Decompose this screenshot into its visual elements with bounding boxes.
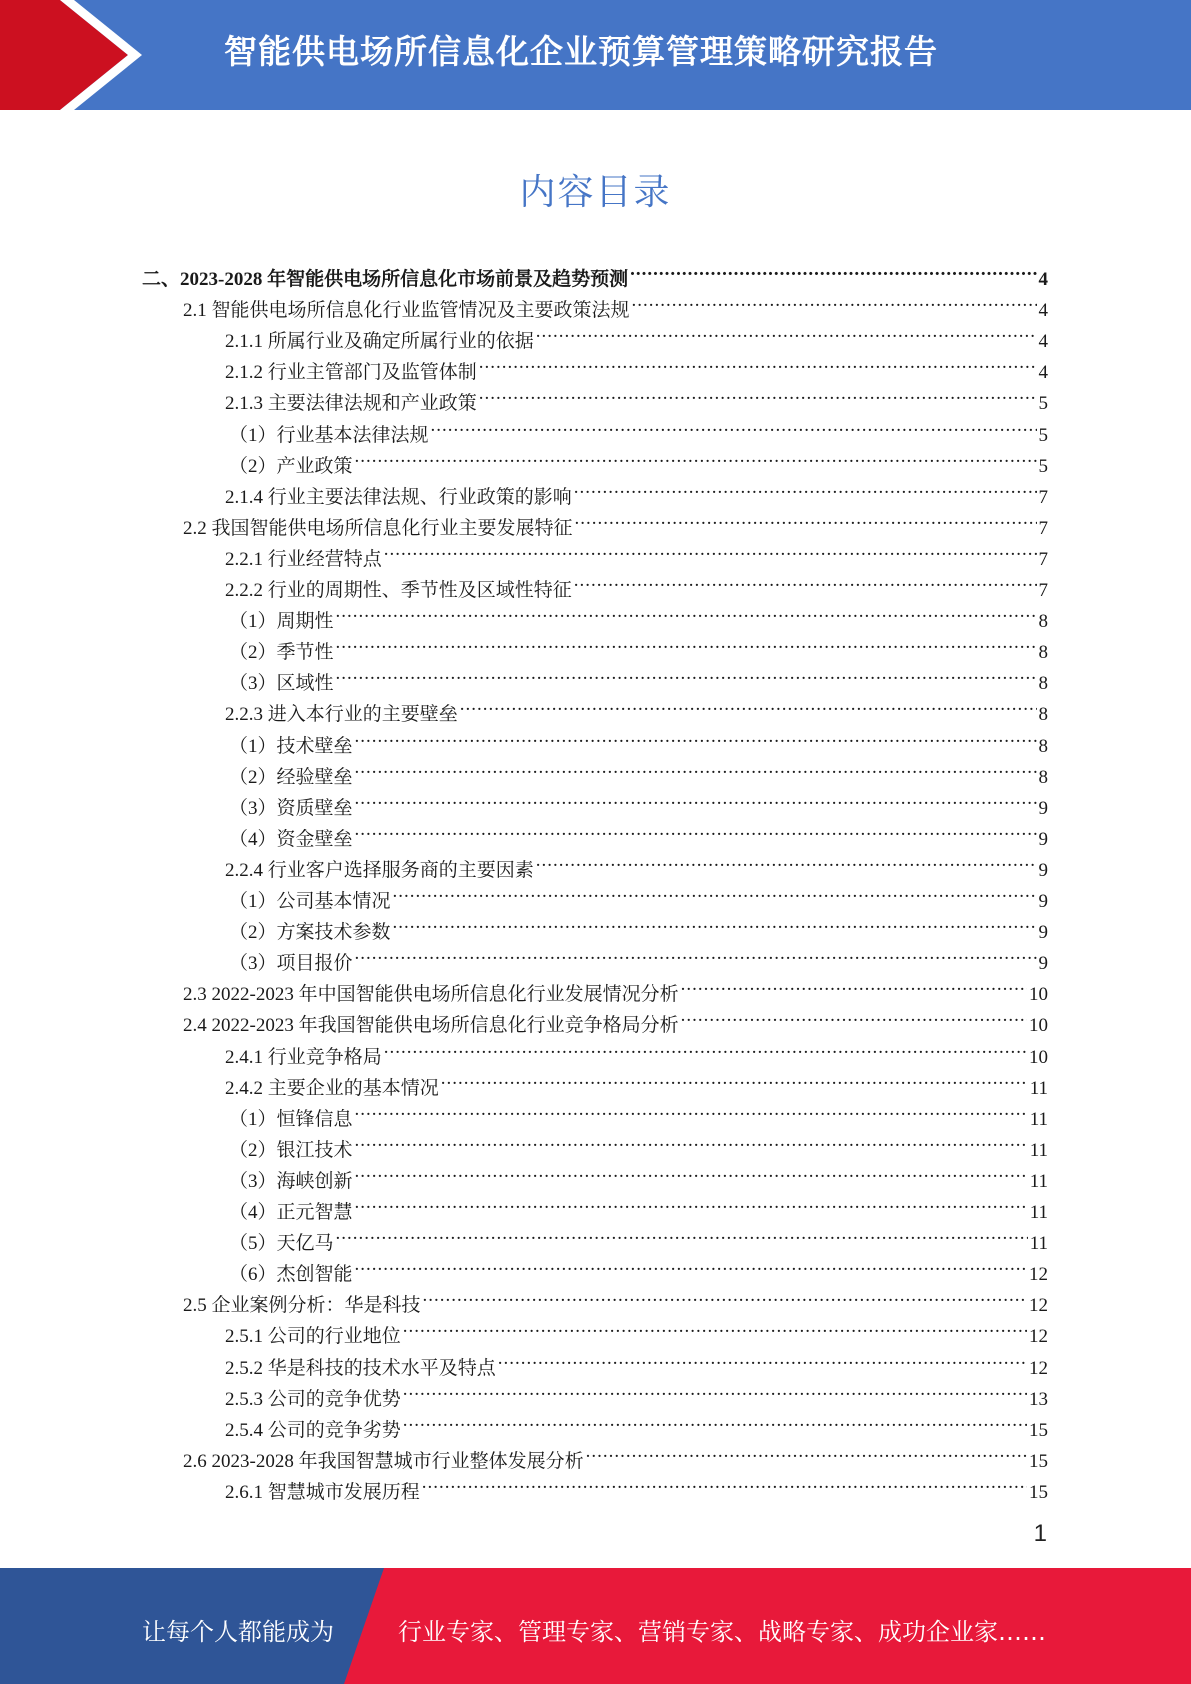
toc-entry-page: 8 xyxy=(1038,766,1048,788)
toc-entry-label: （1）公司基本情况 xyxy=(229,891,391,912)
toc-entry[interactable] xyxy=(183,969,1048,1006)
toc-entry-page: 5 xyxy=(1038,424,1048,446)
toc-entry[interactable] xyxy=(225,1374,1048,1410)
report-header xyxy=(0,0,1191,110)
toc-entry-label: （3）项目报价 xyxy=(229,953,353,975)
toc-heading: 内容目录 xyxy=(519,172,672,213)
toc-entry-page: 13 xyxy=(1029,1388,1048,1410)
toc-entry[interactable] xyxy=(225,1311,1048,1348)
toc-entry-page: 8 xyxy=(1038,642,1048,664)
toc-leader-dots xyxy=(403,1311,1027,1342)
toc-entry-page: 4 xyxy=(1038,300,1048,322)
toc-entry-page: 8 xyxy=(1038,704,1048,726)
toc-entry[interactable] xyxy=(225,845,1048,881)
toc-entry-page: 4 xyxy=(1038,269,1048,290)
toc-entry-label: 2.6 2023-2028 年我国智慧城市行业整体发展分析 xyxy=(183,1450,584,1472)
report-title: 智能供电场所信息化企业预算管理策略研究报告 xyxy=(224,32,938,71)
toc-leader-dots xyxy=(355,1156,1028,1187)
toc-leader-dots xyxy=(574,565,1037,596)
toc-entry-label: （2）季节性 xyxy=(229,642,334,664)
toc-entry-label: 2.2.2 行业的周期性、季节性及区域性特征 xyxy=(225,580,572,601)
toc-leader-dots xyxy=(586,1436,1027,1467)
toc-entry-page: 11 xyxy=(1029,1108,1048,1130)
toc-leader-dots xyxy=(630,254,1036,285)
toc-leader-dots xyxy=(423,1280,1027,1311)
toc-entry-label: （1）恒锋信息 xyxy=(229,1108,353,1130)
toc-entry-page: 9 xyxy=(1038,891,1048,912)
toc-entry-page: 9 xyxy=(1038,922,1048,944)
toc-entry-label: 2.1.4 行业主要法律法规、行业政策的影响 xyxy=(225,486,572,508)
toc-entry-label: 2.2 我国智能供电场所信息化行业主要发展特征 xyxy=(183,517,573,539)
toc-leader-dots xyxy=(575,503,1037,534)
toc-entry-label: 2.2.3 进入本行业的主要壁垒 xyxy=(225,704,458,726)
toc-leader-dots xyxy=(355,441,1037,472)
toc-entry[interactable] xyxy=(229,1249,1048,1286)
toc-entry-page: 5 xyxy=(1038,393,1048,415)
toc-entry[interactable] xyxy=(229,1125,1048,1161)
toc-entry-label: 二、2023-2028 年智能供电场所信息化市场前景及趋势预测 xyxy=(142,269,629,290)
toc-entry-label: （3）区域性 xyxy=(229,673,334,695)
toc-entry-page: 8 xyxy=(1038,611,1048,633)
toc-entry[interactable] xyxy=(183,1436,1048,1472)
toc-leader-dots xyxy=(536,845,1037,876)
toc-entry-label: 2.4 2022-2023 年我国智能供电场所信息化行业竞争格局分析 xyxy=(183,1015,679,1037)
toc-entry-label: 2.4.1 行业竞争格局 xyxy=(225,1046,382,1068)
header-arrow-decoration xyxy=(0,0,160,110)
toc-entry-label: 2.3 2022-2023 年中国智能供电场所信息化行业发展情况分析 xyxy=(183,984,679,1006)
toc-entry[interactable] xyxy=(225,534,1048,570)
toc-entry[interactable] xyxy=(225,689,1048,726)
toc-leader-dots xyxy=(460,689,1037,720)
toc-leader-dots xyxy=(355,1094,1028,1125)
toc-leader-dots xyxy=(384,534,1037,565)
toc-entry-label: （2）经验壁垒 xyxy=(229,766,353,788)
toc-entry[interactable] xyxy=(229,876,1048,912)
toc-entry[interactable] xyxy=(229,410,1048,446)
toc-entry-page: 5 xyxy=(1038,455,1048,477)
toc-entry[interactable] xyxy=(229,721,1048,757)
toc-entry[interactable] xyxy=(229,1187,1048,1223)
toc-leader-dots xyxy=(336,596,1037,627)
toc-entry[interactable] xyxy=(183,285,1048,322)
page-number: 1 xyxy=(1033,1520,1047,1547)
toc-entry[interactable] xyxy=(225,1063,1048,1099)
toc-entry-page: 9 xyxy=(1038,953,1048,975)
report-footer xyxy=(0,1568,1191,1684)
toc-leader-dots xyxy=(336,627,1037,658)
toc-entry[interactable] xyxy=(225,378,1048,415)
toc-leader-dots xyxy=(393,876,1037,907)
toc-leader-dots xyxy=(355,783,1037,814)
toc-entry-label: （2）产业政策 xyxy=(229,455,353,477)
toc-leader-dots xyxy=(422,1467,1027,1498)
toc-leader-dots xyxy=(479,347,1037,378)
toc-entry-label: （2）银江技术 xyxy=(229,1139,353,1161)
toc-entry-page: 7 xyxy=(1038,486,1048,508)
toc-entry-label: （4）资金壁垒 xyxy=(229,828,353,850)
toc-leader-dots xyxy=(336,658,1037,689)
toc-leader-dots xyxy=(355,814,1037,845)
toc-entry[interactable] xyxy=(229,658,1048,695)
toc-entry-label: （3）资质壁垒 xyxy=(229,797,353,819)
toc-entry-label: （1）行业基本法律法规 xyxy=(229,424,429,446)
toc-entry[interactable] xyxy=(229,1218,1048,1255)
toc-entry-page: 11 xyxy=(1029,1139,1048,1161)
toc-entry-page: 9 xyxy=(1038,797,1048,819)
toc-leader-dots xyxy=(632,285,1037,316)
toc-entry-label: （6）杰创智能 xyxy=(229,1264,353,1286)
toc-entry[interactable] xyxy=(225,316,1048,353)
toc-entry-label: 2.2.4 行业客户选择服务商的主要因素 xyxy=(225,859,534,881)
toc-entry-page: 4 xyxy=(1038,331,1048,353)
toc-entry-page: 12 xyxy=(1029,1264,1048,1286)
toc-leader-dots xyxy=(355,721,1037,752)
toc-leader-dots xyxy=(355,938,1037,969)
toc-entry-label: （1）周期性 xyxy=(229,611,334,633)
toc-leader-dots xyxy=(403,1374,1027,1405)
toc-entry[interactable] xyxy=(225,472,1048,508)
toc-entry[interactable] xyxy=(229,752,1048,788)
toc-entry[interactable] xyxy=(225,565,1048,601)
toc-entry[interactable] xyxy=(229,814,1048,850)
toc-entry-page: 9 xyxy=(1038,859,1048,881)
toc-leader-dots xyxy=(393,907,1037,938)
toc-entry[interactable] xyxy=(229,907,1048,944)
toc-entry[interactable] xyxy=(229,441,1048,477)
toc-entry-label: 2.5.4 公司的竞争劣势 xyxy=(225,1419,401,1441)
toc-entry-page: 7 xyxy=(1038,580,1048,601)
toc-entry[interactable] xyxy=(229,938,1048,975)
toc-entry-label: 2.6.1 智慧城市发展历程 xyxy=(225,1481,420,1503)
toc-leader-dots xyxy=(403,1405,1027,1436)
toc-entry-page: 8 xyxy=(1038,735,1048,757)
toc-entry[interactable] xyxy=(225,347,1048,384)
toc-entry[interactable] xyxy=(225,1467,1048,1503)
toc-leader-dots xyxy=(574,472,1037,503)
toc-entry-label: （2）方案技术参数 xyxy=(229,922,391,944)
toc-entry[interactable] xyxy=(229,1156,1048,1192)
toc-entry-label: 2.1.2 行业主管部门及监管体制 xyxy=(225,362,477,384)
toc-entry[interactable] xyxy=(183,1280,1048,1317)
toc-entry[interactable] xyxy=(225,1343,1048,1379)
toc-entry-page: 15 xyxy=(1029,1481,1048,1503)
toc-entry-page: 12 xyxy=(1029,1295,1048,1317)
toc-leader-dots xyxy=(479,378,1037,409)
toc-entry-page: 15 xyxy=(1029,1450,1048,1472)
toc-entry-page: 7 xyxy=(1038,517,1048,539)
toc-entry[interactable] xyxy=(229,783,1048,819)
toc-leader-dots xyxy=(441,1063,1028,1094)
toc-entry[interactable] xyxy=(229,627,1048,664)
toc-entry-page: 8 xyxy=(1038,673,1048,695)
toc-leader-dots xyxy=(355,1187,1028,1218)
toc-entry-page: 11 xyxy=(1029,1233,1048,1255)
toc-entry-label: 2.5.2 华是科技的技术水平及特点 xyxy=(225,1357,496,1379)
toc-leader-dots xyxy=(355,1125,1028,1156)
toc-entry-label: 2.1.1 所属行业及确定所属行业的依据 xyxy=(225,331,534,353)
toc-entry-label: 2.5.3 公司的竞争优势 xyxy=(225,1388,401,1410)
toc-entry-page: 12 xyxy=(1029,1326,1048,1348)
toc-leader-dots xyxy=(536,316,1037,347)
toc-entry-page: 11 xyxy=(1029,1170,1048,1192)
toc-leader-dots xyxy=(355,752,1037,783)
toc-entry-label: 2.1.3 主要法律法规和产业政策 xyxy=(225,393,477,415)
toc-entry-label: 2.4.2 主要企业的基本情况 xyxy=(225,1077,439,1099)
toc-leader-dots xyxy=(681,1000,1027,1031)
toc-leader-dots xyxy=(355,1249,1027,1280)
toc-leader-dots xyxy=(431,410,1037,441)
toc-entry-label: （1）技术壁垒 xyxy=(229,735,353,757)
toc-leader-dots xyxy=(681,969,1027,1000)
toc-entry-label: （4）正元智慧 xyxy=(229,1202,353,1223)
toc-entry-page: 15 xyxy=(1029,1419,1048,1441)
toc-leader-dots xyxy=(384,1032,1027,1063)
footer-slogan-right: 行业专家、管理专家、营销专家、战略专家、成功企业家…… xyxy=(398,1618,1046,1646)
toc-entry-page: 9 xyxy=(1038,828,1048,850)
toc-entry-page: 11 xyxy=(1029,1202,1048,1223)
toc-entry-label: 2.5 企业案例分析：华是科技 xyxy=(183,1295,421,1317)
toc-entry[interactable] xyxy=(142,254,1048,290)
footer-slogan-left: 让每个人都能成为 xyxy=(142,1618,334,1646)
toc-entry-label: 2.1 智能供电场所信息化行业监管情况及主要政策法规 xyxy=(183,300,630,322)
toc-entry-page: 11 xyxy=(1029,1077,1048,1099)
toc-entry-page: 4 xyxy=(1038,362,1048,384)
toc-entry-label: 2.2.1 行业经营特点 xyxy=(225,548,382,570)
toc-entry-label: （5）天亿马 xyxy=(229,1233,334,1255)
toc-entry-label: 2.5.1 公司的行业地位 xyxy=(225,1326,401,1348)
toc-entry[interactable] xyxy=(229,596,1048,633)
toc-entry-page: 12 xyxy=(1029,1357,1048,1379)
toc-entry-page: 10 xyxy=(1029,1015,1048,1037)
toc-leader-dots xyxy=(336,1218,1028,1249)
toc-entry-page: 10 xyxy=(1029,1046,1048,1068)
toc-entry-page: 10 xyxy=(1029,984,1048,1006)
toc-leader-dots xyxy=(498,1343,1027,1374)
toc-entry[interactable] xyxy=(183,503,1048,539)
toc-entry[interactable] xyxy=(225,1032,1048,1068)
toc-entry[interactable] xyxy=(183,1000,1048,1037)
toc-entry-label: （3）海峡创新 xyxy=(229,1170,353,1192)
toc-entry[interactable] xyxy=(225,1405,1048,1441)
toc-entry-page: 7 xyxy=(1038,548,1048,570)
toc-entry[interactable] xyxy=(229,1094,1048,1130)
